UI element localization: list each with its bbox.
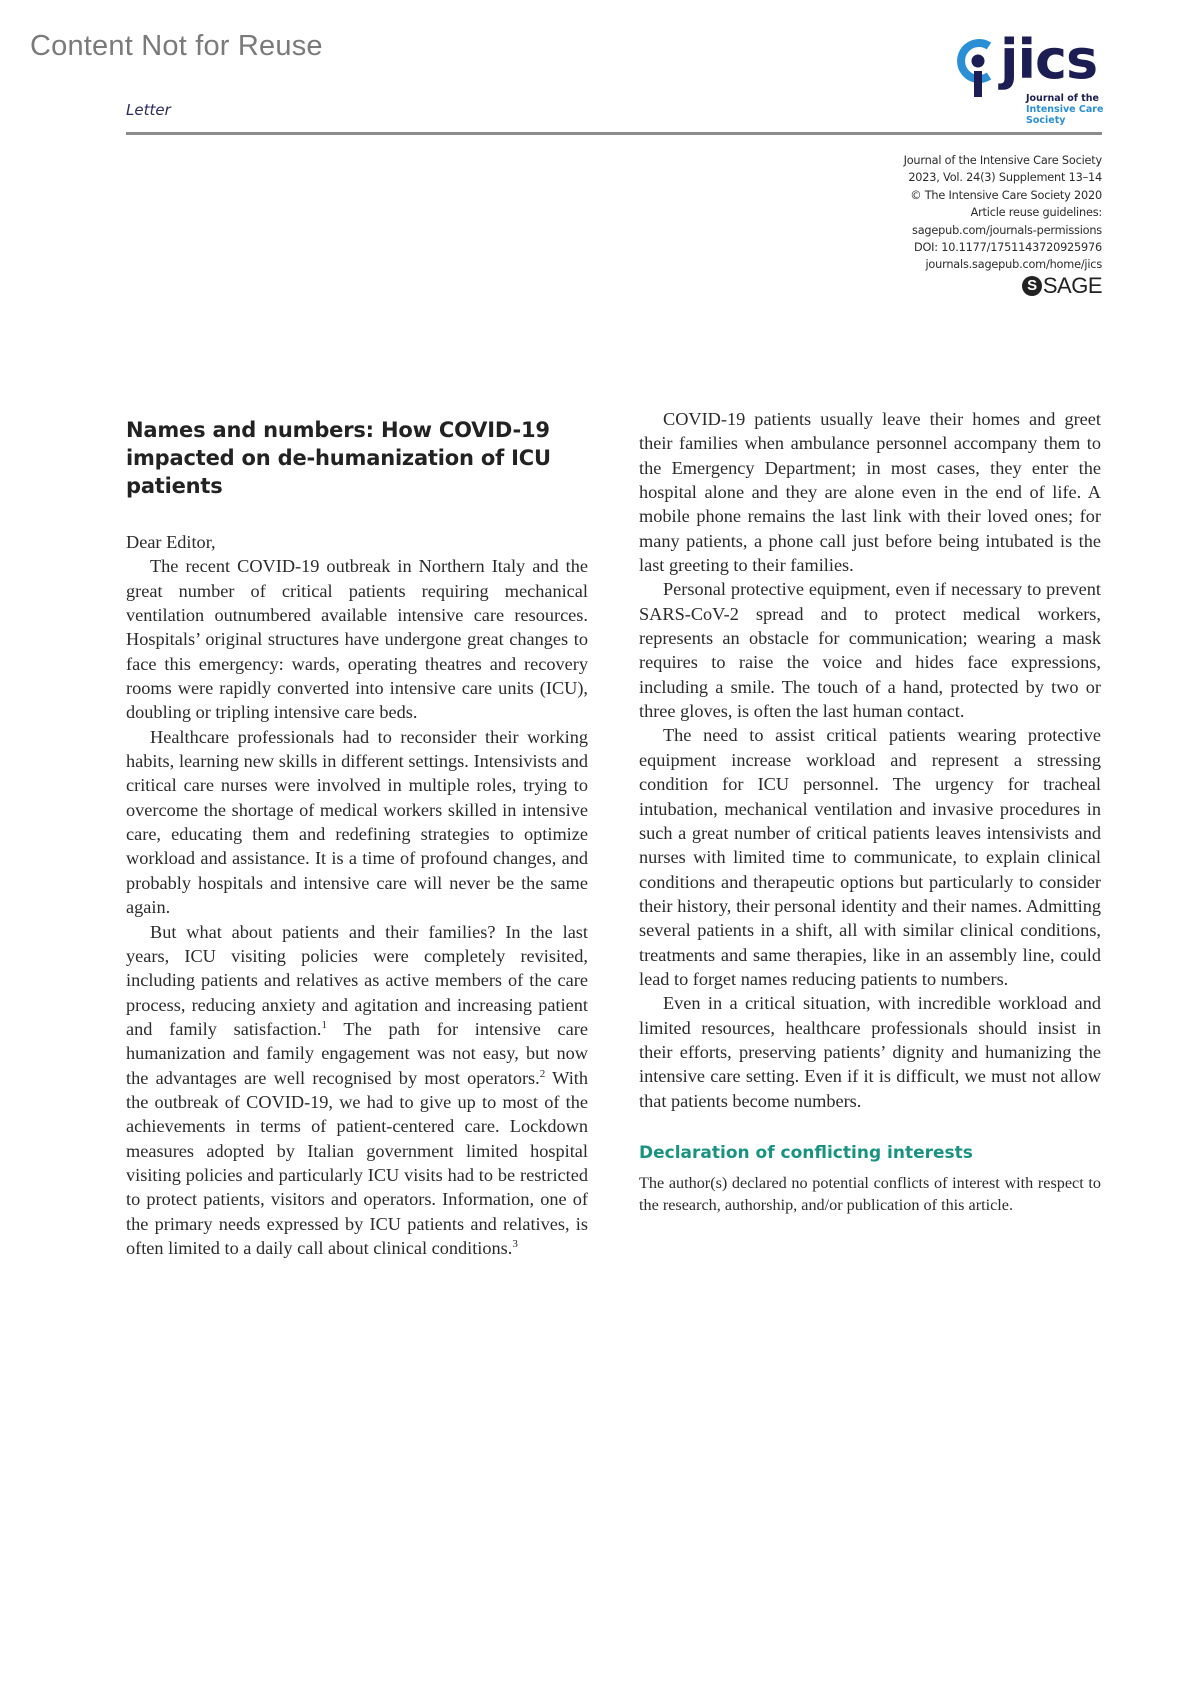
journal-name: Journal of the Intensive Care Society: [903, 154, 1102, 167]
reference-2[interactable]: 2: [539, 1067, 546, 1080]
paragraph: The recent COVID-19 outbreak in Northern Italy and the great number of critical patients requiring mechanical ventilation outnumbered available intensive care resources. Hospitals’ original structures have undergone great changes to face this emergency: wards, operating theatres and recovery rooms were rapidly converted into intensive care units (ICU), doubling or tripling intensive care beds.: [126, 556, 588, 723]
doi[interactable]: DOI: 10.1177/1751143720925976: [913, 241, 1102, 255]
left-column: [126, 416, 588, 1260]
logo-subtitle-line1: Journal of the: [1026, 93, 1099, 104]
article-title: Names and numbers: How COVID-19 impacted on de-humanization of ICU patients: [126, 418, 551, 498]
logo-wordmark: jics: [1000, 28, 1098, 91]
reference-1[interactable]: 1: [321, 1018, 327, 1031]
sage-icon: S: [1022, 276, 1042, 296]
jics-emblem-icon: [955, 38, 1001, 100]
declaration-heading: Declaration of conflicting interests: [639, 1142, 973, 1163]
paragraph-text: With the outbreak of COVID-19, we had to give up to most of the achievements in terms of patient-centered care. Lockdown measures adopted by Italian government limited hospital visiting policies and particularly ICU visits had to be restricted to protect patients, visitors and operators. Information, one of the primary needs expressed by ICU patients and relatives, is often limited to a daily call about clinical conditions.: [126, 1067, 588, 1258]
article-metadata: [903, 152, 1102, 299]
section-label: Letter: [126, 101, 171, 119]
copyright: © The Intensive Care Society 2020: [910, 188, 1102, 202]
paragraph: Healthcare professionals had to reconsider their working habits, learning new skills in different settings. Intensivists and critical care nurses were involved in multiple roles, trying to overcome the shortage of medical workers skilled in intensive care, educating them and redefining strategies to optimize workload and assistance. It is a time of profound changes, and probably hospitals and intensive care will never be the same again.: [126, 726, 588, 918]
paragraph-text: The path for intensive care humanization and family engagement was not easy, but now the advantages are well recognised by most operators.: [126, 1018, 588, 1088]
header-divider: [126, 132, 1102, 135]
watermark: Content Not for Reuse: [30, 30, 323, 62]
paragraph: COVID-19 patients usually leave their homes and greet their families when ambulance personnel accompany them to the Emergency Department; in most cases, they enter the hospital alone and they are alone even in the end of life. A mobile phone remains the last link with their loved ones; for many patients, a phone call just before being intubated is the last greeting to their families.: [639, 409, 1101, 576]
journal-link[interactable]: journals.sagepub.com/home/jics: [925, 258, 1102, 272]
volume-info: 2023, Vol. 24(3) Supplement 13–14: [908, 171, 1102, 185]
paragraph: Personal protective equipment, even if necessary to prevent SARS-CoV-2 spread and to protect medical workers, represents an obstacle for communication; wearing a mask requires to raise the voice and hides face expressions, including a smile. The touch of a hand, protected by two or three gloves, is often the last human contact.: [639, 579, 1101, 722]
right-column: [639, 407, 1101, 1216]
logo-subtitle-line2: Intensive Care: [1026, 104, 1104, 115]
jics-logo: [955, 28, 1105, 130]
reuse-label: Article reuse guidelines:: [970, 206, 1102, 220]
paragraph: The need to assist critical patients wearing protective equipment increase workload and represent a stressing condition for ICU personnel. The urgency for tracheal intubation, mechanical ventilation and invasive procedures in such a great number of critical patients leaves intensivists and nurses with limited time to communicate, to explain clinical conditions and therapeutic options but particularly to consider their history, their personal identity and their names. Admitting several patients in a shift, all with similar clinical conditions, treatments and same therapies, like in an assembly line, could lead to forget names reducing patients to numbers.: [639, 725, 1101, 989]
declaration-body: The author(s) declared no potential conflicts of interest with respect to the research, authorship, and/or publication of this article.: [639, 1174, 1101, 1214]
paragraph: Even in a critical situation, with incredible workload and limited resources, healthcare professionals should insist in their efforts, preserving patients’ dignity and humanizing the intensive care setting. Even if it is difficult, we must not allow that patients become numbers.: [639, 993, 1101, 1111]
salutation: Dear Editor,: [126, 532, 216, 552]
reference-3[interactable]: 3: [512, 1237, 518, 1250]
logo-subtitle: [1026, 93, 1103, 126]
reuse-link[interactable]: sagepub.com/journals-permissions: [912, 223, 1102, 237]
publisher-name: SAGE: [1042, 273, 1102, 299]
logo-subtitle-line3: Society: [1026, 115, 1066, 126]
paragraph: [126, 920, 588, 1261]
paragraph-text: But what about patients and their families? In the last years, ICU visiting policies were completely revisited, including patients and relatives as active members of the care process, reducing anxiety and agitation and increasing patient and family satisfaction.: [126, 921, 588, 1039]
publisher-logo: [1022, 273, 1102, 299]
